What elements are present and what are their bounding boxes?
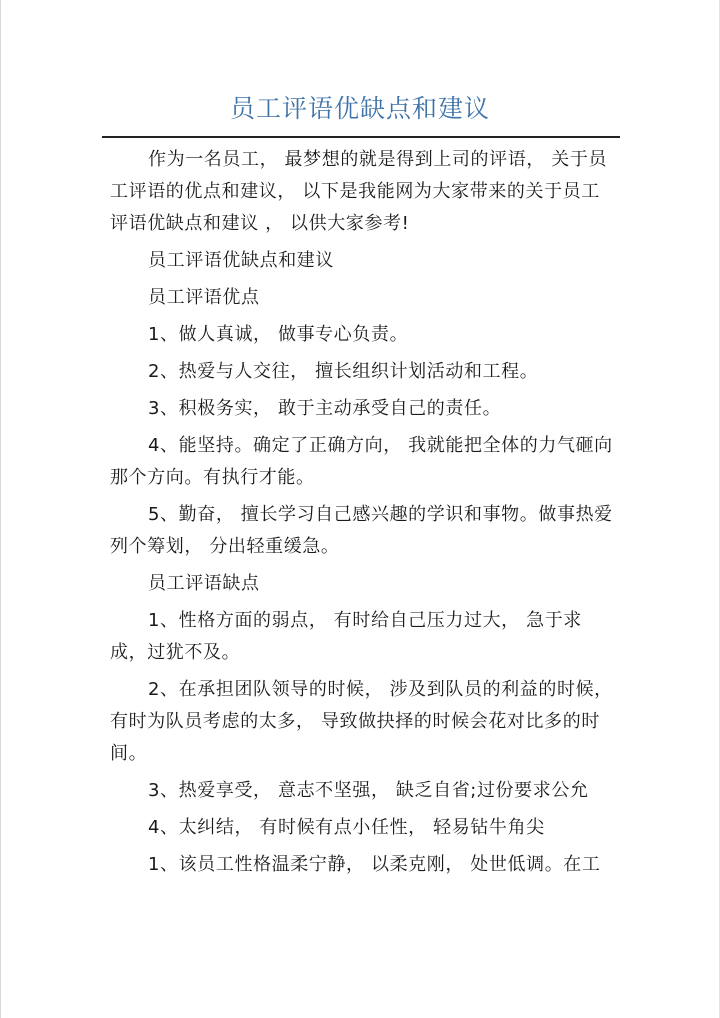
document-body [110, 144, 614, 881]
list-item: 1、做人真诚， 做事专心负责。 [148, 324, 409, 345]
document-title: 员工评语优缺点和建议 [229, 94, 490, 123]
list-item: 3、热爱享受， 意志不坚强， 缺乏自省;过份要求公允 [148, 780, 589, 801]
section-heading-weaknesses: 员工评语缺点 [148, 573, 260, 594]
list-item: 5、勤奋， 擅长学习自己感兴趣的学识和事物。做事热爱列个筹划， 分出轻重缓急。 [110, 504, 613, 557]
list-item: 4、太纠结， 有时候有点小任性， 轻易钻牛角尖 [148, 817, 545, 838]
section-heading-overview: 员工评语优缺点和建议 [148, 250, 334, 271]
section-heading-strengths: 员工评语优点 [148, 287, 260, 308]
list-item: 2、在承担团队领导的时候， 涉及到队员的利益的时候，有时为队员考虑的太多， 导致做抉择的时候会花对比多的时间。 [110, 679, 613, 764]
list-item: 1、该员工性格温柔宁静， 以柔克刚， 处世低调。在工 [148, 854, 601, 875]
list-item: 4、能坚持。确定了正确方向， 我就能把全体的力气砸向那个方向。有执行才能。 [110, 435, 613, 488]
page-edge-left [0, 0, 1, 1018]
list-item: 2、热爱与人交往， 擅长组织计划活动和工程。 [148, 361, 539, 382]
list-item: 3、积极务实， 敢于主动承受自己的责任。 [148, 398, 502, 419]
title-underline [102, 136, 620, 138]
intro-paragraph: 作为一名员工， 最梦想的就是得到上司的评语， 关于员工评语的优点和建议， 以下是我能网为大家带来的关于员工评语优缺点和建议 ， 以供大家参考! [110, 149, 608, 234]
list-item: 1、性格方面的弱点， 有时给自己压力过大， 急于求成，过犹不及。 [110, 610, 582, 663]
